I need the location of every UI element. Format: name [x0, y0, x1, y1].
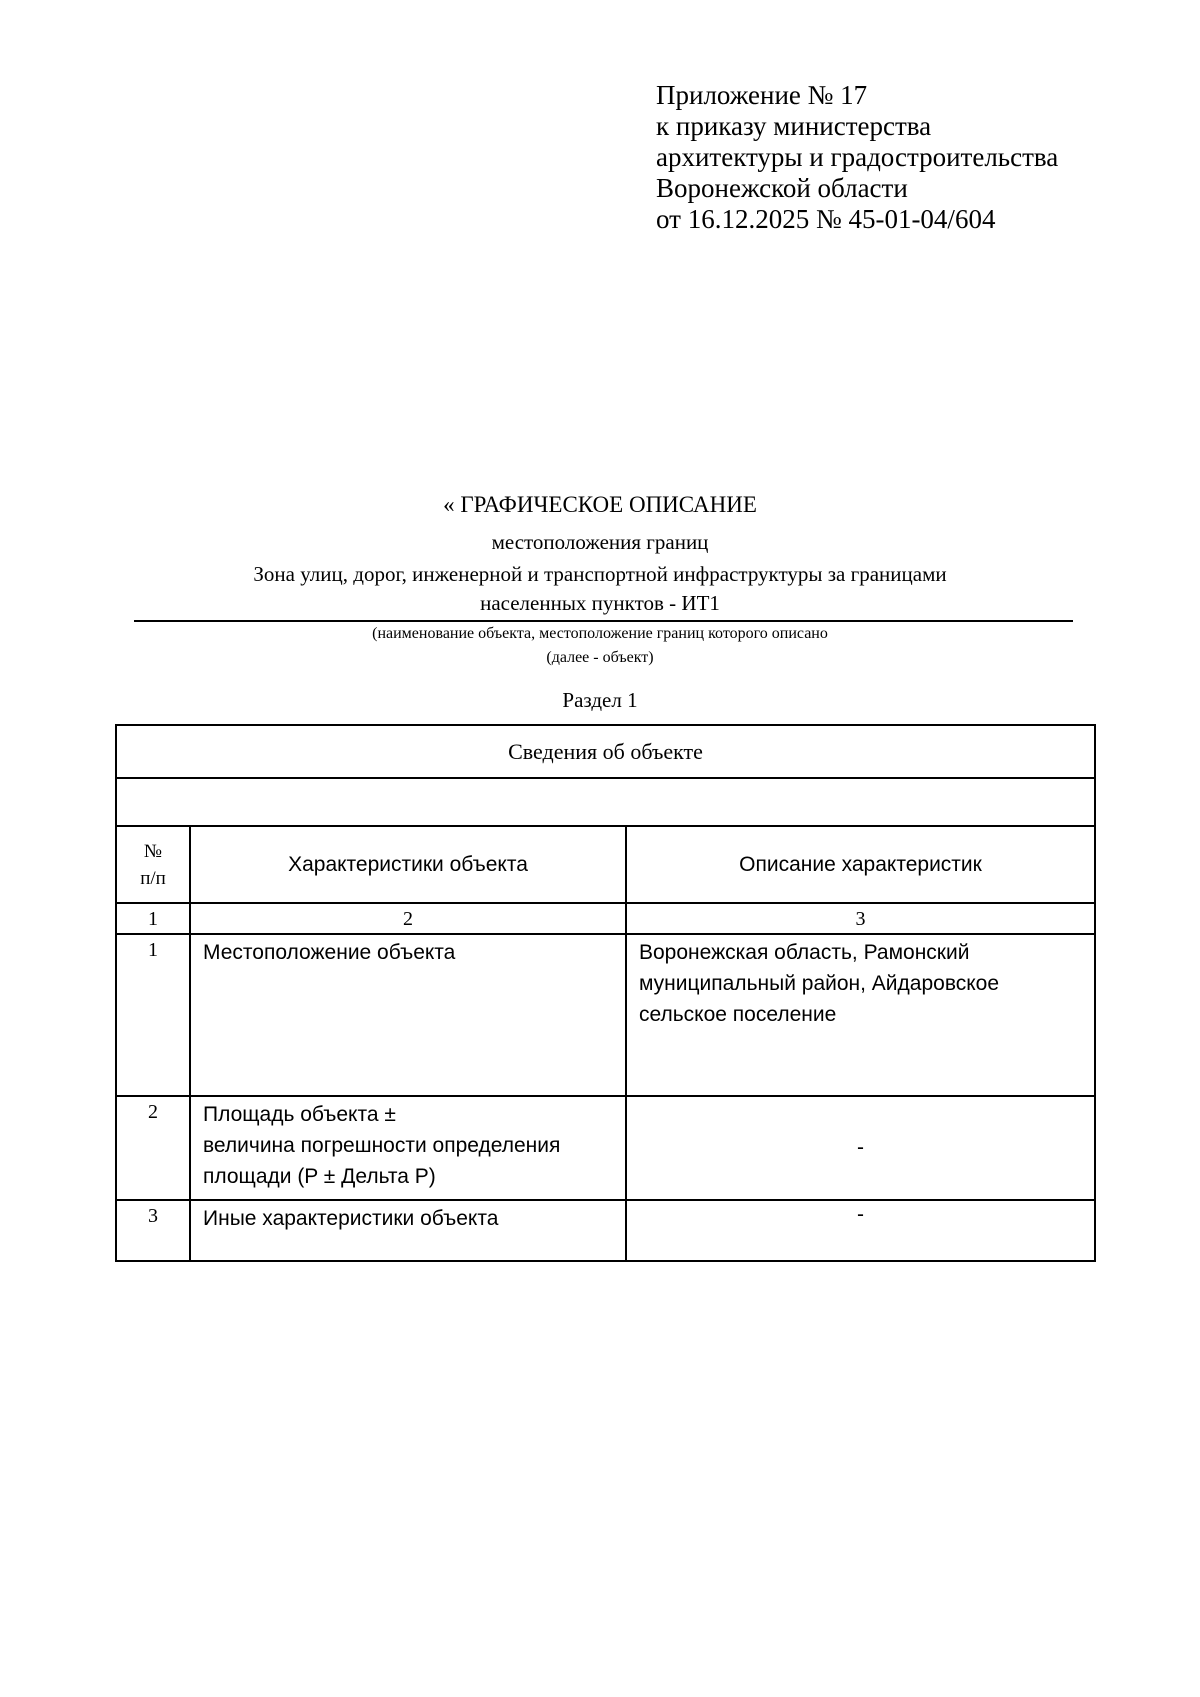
section-title: Раздел 1	[562, 688, 638, 712]
column-index: 2	[190, 903, 626, 934]
appendix-line: архитектуры и градостроительства	[656, 142, 1059, 172]
document-subtitle: местоположения границ	[491, 530, 709, 554]
description-cell: -	[626, 1096, 1095, 1200]
column-header-characteristics: Характеристики объекта	[190, 826, 626, 903]
characteristic-text: величина погрешности определения	[203, 1134, 561, 1157]
characteristic-cell	[190, 934, 626, 1096]
characteristic-cell	[190, 1096, 626, 1200]
description-text: сельское поселение	[639, 1003, 837, 1026]
table-row	[116, 1200, 1095, 1261]
description-text: Воронежская область, Рамонский	[639, 941, 970, 964]
appendix-line: к приказу министерства	[656, 111, 932, 141]
description-cell: -	[626, 1200, 1095, 1261]
characteristic-text: площади (P ± Дельта P)	[203, 1165, 436, 1188]
object-name-line: Зона улиц, дорог, инженерной и транспортной инфраструктуры за границами	[253, 562, 947, 586]
characteristic-text: Местоположение объекта	[203, 941, 456, 964]
characteristic-cell	[190, 1200, 626, 1261]
appendix-line: Воронежской области	[656, 173, 908, 203]
header-number-abbr: п/п	[140, 867, 166, 889]
underline-divider	[134, 620, 1073, 622]
column-header-description: Описание характеристик	[626, 826, 1095, 903]
row-number: 3	[116, 1200, 190, 1261]
appendix-line: Приложение № 17	[656, 80, 868, 110]
table-row	[116, 1096, 1095, 1200]
characteristic-text: Иные характеристики объекта	[203, 1207, 499, 1230]
table-empty-row	[116, 778, 1095, 826]
description-text: муниципальный район, Айдаровское	[639, 972, 1000, 995]
table-row	[116, 934, 1095, 1096]
table-title: Сведения об объекте	[116, 725, 1095, 778]
column-index: 1	[116, 903, 190, 934]
column-index: 3	[626, 903, 1095, 934]
row-number: 1	[116, 934, 190, 1096]
object-info-table	[115, 724, 1096, 1262]
table-header-row	[116, 826, 1095, 903]
row-number: 2	[116, 1096, 190, 1200]
appendix-line: от 16.12.2025 № 45-01-04/604	[656, 204, 996, 234]
caption-note: (далее - объект)	[546, 649, 654, 666]
appendix-block	[656, 80, 1058, 235]
column-index-row	[116, 903, 1095, 934]
description-cell	[626, 934, 1095, 1096]
object-name-line: населенных пунктов - ИТ1	[480, 591, 720, 615]
column-header-number	[116, 826, 190, 903]
characteristic-text: Площадь объекта ±	[203, 1103, 396, 1126]
header-number-symbol: №	[143, 840, 163, 862]
document-title: « ГРАФИЧЕСКОЕ ОПИСАНИЕ	[443, 492, 757, 517]
caption-note: (наименование объекта, местоположение границ которого описано	[372, 625, 828, 642]
